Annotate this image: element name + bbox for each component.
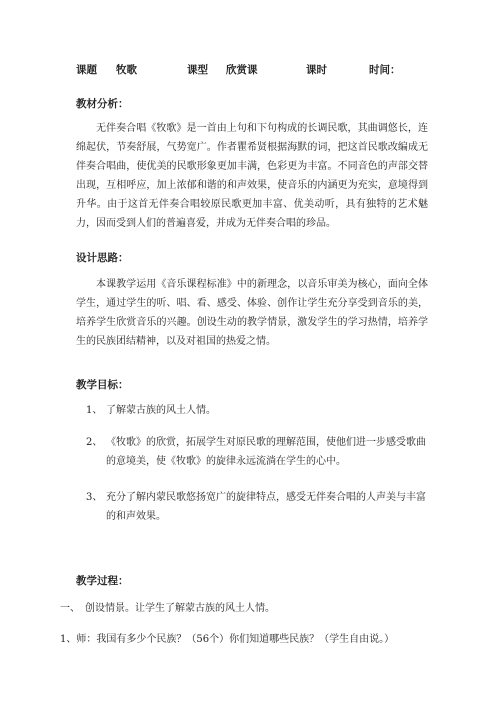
hours-label: 课时 <box>306 64 327 76</box>
goal-item-2 <box>86 433 426 471</box>
design-heading: 设计思路： <box>76 252 129 264</box>
goal-text: 《牧歌》的欣赏，拓展学生对原民歌的理解范围，使他们进一步感受歌曲的意境美，使《牧歌》的旋律永远流淌在学生的心中。 <box>106 437 426 467</box>
analysis-paragraph: 无伴奏合唱《牧歌》是一首由上句和下句构成的长调民歌，其曲调悠长，连绵起伏，节奏舒展，气势宽广。作者瞿希贤根据海默的词，把这首民歌改编成无伴奏合唱曲，使优美的民歌形象更加丰满，色彩更为丰富。不同音色的声部交替出现，互相呼应，加上浓郁和谐的和声效果，使音乐的内涵更为充实，意境得到升华。由于这首无伴奏合唱较原民歌更加丰富、优美动听，具有独特的艺术魅力，因而受到人们的普遍喜爱，并成为无伴奏合唱的珍品。 <box>76 123 428 229</box>
process-line-1: 一、 创设情景。让学生了解蒙古族的风土人情。 <box>60 603 275 614</box>
type-value: 欣赏课 <box>226 64 258 76</box>
goal-text: 了解蒙古族的风土人情。 <box>106 405 216 416</box>
title-value: 牧歌 <box>116 64 137 76</box>
process-line-2: 1、师：我国有多少个民族？（56个）你们知道哪些民族？（学生自由说。） <box>60 634 395 645</box>
goal-text: 充分了解内蒙民歌悠扬宽广的旋律特点，感受无伴奏合唱的人声美与丰富的和声效果。 <box>106 492 426 522</box>
goals-heading: 教学目标： <box>76 379 129 391</box>
process-heading: 教学过程： <box>76 575 129 587</box>
time-label: 时间： <box>369 64 401 76</box>
goal-number: 3、 <box>86 492 103 503</box>
goal-number: 2、 <box>86 437 103 448</box>
goal-item-1 <box>86 401 426 420</box>
type-label: 课型 <box>187 64 208 76</box>
title-label: 课题 <box>76 64 97 76</box>
goal-item-3 <box>86 488 426 526</box>
goal-number: 1、 <box>86 405 103 416</box>
design-paragraph: 本课教学运用《音乐课程标准》中的新理念，以音乐审美为核心，面向全体学生，通过学生的听、唱、看、感受、体验、创作让学生充分享受到音乐的美，培养学生欣赏音乐的兴趣。创设生动的教学情景，激发学生的学习热情，培养学生的民族团结精神，以及对祖国的热爱之情。 <box>76 279 428 347</box>
analysis-heading: 教材分析： <box>76 98 129 110</box>
